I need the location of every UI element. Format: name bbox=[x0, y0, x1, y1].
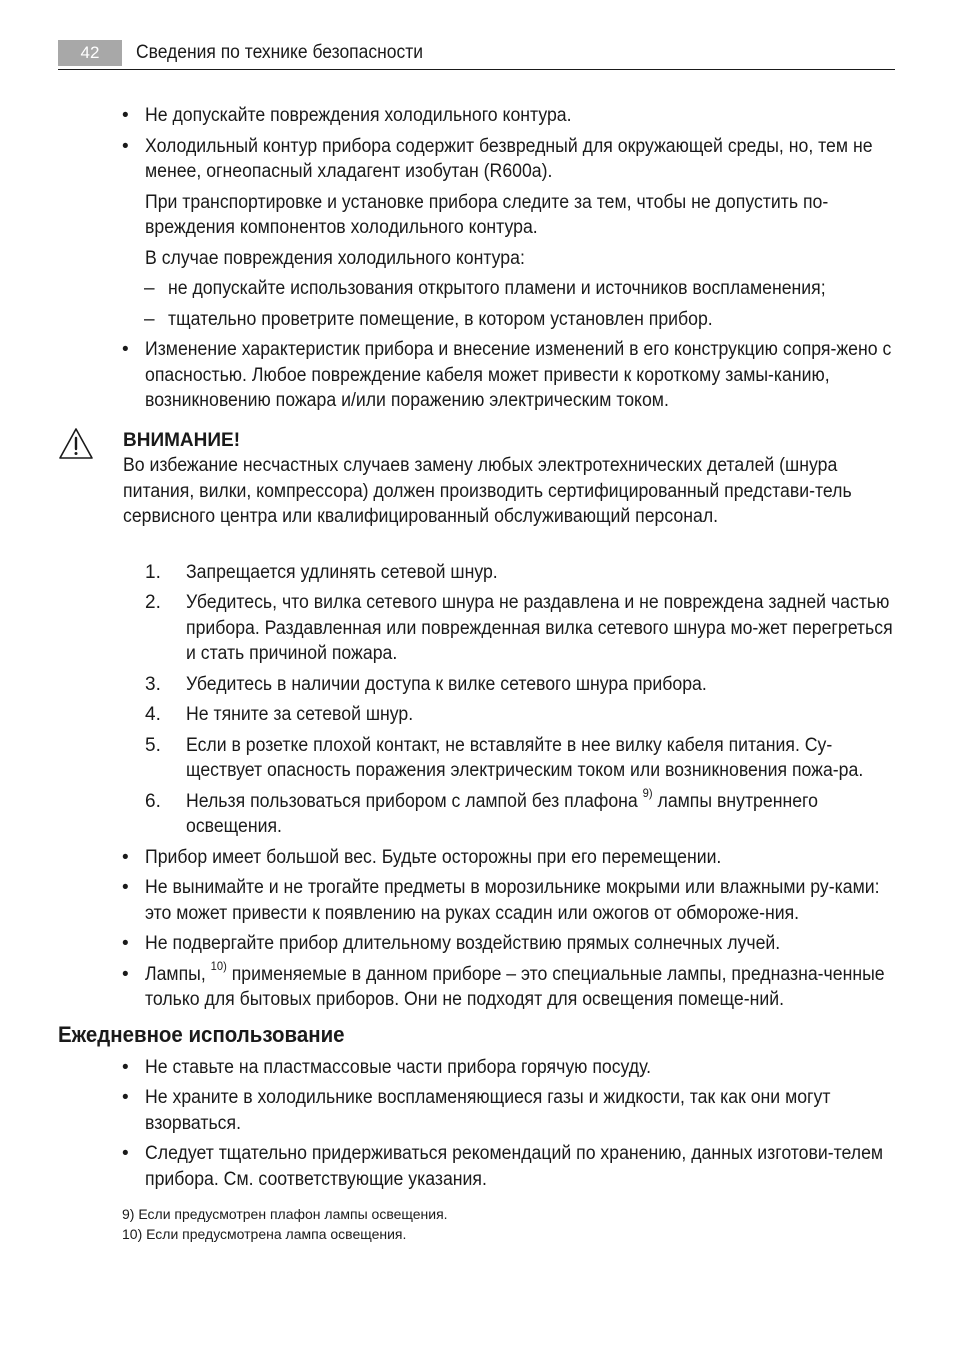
bullet-mark: • bbox=[122, 846, 129, 868]
footnote: 9) Если предусмотрен плафон лампы освещения. bbox=[122, 1206, 448, 1222]
footnote-ref: 10) bbox=[210, 959, 227, 974]
bullet-text: Холодильный контур прибора содержит безвредный для окружающей среды, но, тем не менее, огнеопасный хладагент изобутан (R600a). bbox=[145, 135, 873, 182]
paragraph-text: При транспортировке и установке прибора следите за тем, чтобы не допустить по-вреждения компонентов холодильного контура. bbox=[145, 191, 829, 238]
bullet-text: Не допускайте повреждения холодильного контура. bbox=[145, 105, 572, 126]
bullet-item bbox=[58, 959, 895, 1013]
numbered-text: Убедитесь, что вилка сетевого шнура не раздавлена и не повреждена задней частью прибора. Раздавленная или поврежденная вилка сетевого шнура мо-жет перегреться и стать причиной пожара. bbox=[186, 592, 893, 664]
bullet-mark: • bbox=[122, 135, 129, 157]
footnote-ref: 9) bbox=[642, 786, 653, 801]
bullet-item bbox=[58, 931, 895, 957]
paragraph-text: В случае повреждения холодильного контура: bbox=[145, 247, 525, 269]
numbered-text: Убедитесь в наличии доступа к вилке сетевого шнура прибора. bbox=[186, 673, 707, 695]
dash-item bbox=[58, 307, 895, 333]
numbered-text: Если в розетке плохой контакт, не вставляйте в нее вилку кабеля питания. Су-ществует опасность поражения электрическим током или возникновения пожа-ра. bbox=[186, 734, 864, 781]
bullet-item bbox=[58, 103, 895, 129]
bullet-item bbox=[58, 337, 895, 414]
item-number: 3. bbox=[145, 673, 161, 695]
paragraph bbox=[58, 190, 895, 241]
bullet-text bbox=[145, 959, 895, 1013]
bullet-text: Следует тщательно придерживаться рекомендаций по хранению, данных изготови-телем прибора. См. соответствующие указания. bbox=[145, 1143, 884, 1190]
numbered-text bbox=[186, 786, 895, 840]
dash-text: тщательно проветрите помещение, в котором установлен прибор. bbox=[168, 308, 713, 330]
bullet-text: Не вынимайте и не трогайте предметы в морозильнике мокрыми или влажными ру-ками: это может привести к появлению на руках ссадин или ожогов от обмороже-ния. bbox=[145, 877, 880, 924]
bullet-item bbox=[58, 875, 895, 926]
bullet-mark: • bbox=[122, 933, 129, 954]
bullet-mark: • bbox=[122, 877, 129, 898]
numbered-item bbox=[58, 560, 895, 586]
warning-text: Во избежание несчастных случаев замену любых электротехнических деталей (шнура питания, вилки, компрессора) должен производить сертифицированный представи-тель сервисного центра или квалифицированный обслуживающий персонал. bbox=[123, 455, 852, 527]
numbered-item bbox=[58, 672, 895, 698]
numbered-text: Не тяните за сетевой шнур. bbox=[186, 704, 414, 725]
numbered-text: Запрещается удлинять сетевой шнур. bbox=[186, 561, 498, 583]
bullet-item bbox=[58, 1141, 895, 1192]
bullet-mark: • bbox=[122, 1143, 129, 1164]
footnotes bbox=[58, 1204, 895, 1244]
warning-title: ВНИМАНИЕ! bbox=[123, 429, 241, 451]
page-header-title: Сведения по технике безопасности bbox=[136, 42, 423, 63]
item-number: 2. bbox=[145, 592, 161, 613]
item-number: 5. bbox=[145, 734, 161, 756]
numbered-item bbox=[58, 590, 895, 667]
dash-mark: – bbox=[144, 278, 155, 299]
bullet-text: Не подвергайте прибор длительному воздействию прямых солнечных лучей. bbox=[145, 933, 781, 954]
paragraph bbox=[58, 246, 895, 272]
section-heading bbox=[58, 1021, 895, 1049]
footnote: 10) Если предусмотрена лампа освещения. bbox=[122, 1226, 407, 1242]
bullet-item bbox=[58, 1055, 895, 1081]
header-divider bbox=[58, 69, 895, 70]
section-heading-text: Ежедневное использование bbox=[58, 1021, 345, 1047]
bullet-text: Не ставьте на пластмассовые части прибора горячую посуду. bbox=[145, 1056, 652, 1078]
item-number: 1. bbox=[145, 561, 161, 583]
item-number: 6. bbox=[145, 790, 161, 812]
bullet-item bbox=[58, 1085, 895, 1136]
bullet-mark: • bbox=[122, 963, 129, 985]
numbered-item bbox=[58, 733, 895, 784]
bullet-mark: • bbox=[122, 105, 129, 126]
bullet-mark: • bbox=[122, 339, 129, 360]
numbered-item bbox=[58, 702, 895, 728]
bullet-item bbox=[58, 845, 895, 871]
bullet-text-part: применяемые в данном приборе – это специальные лампы, предназна-ченные только для бытовых приборов. Они не подходят для освещения помеще-ний. bbox=[145, 963, 885, 1010]
bullet-item bbox=[58, 134, 895, 185]
bullet-text-part: Лампы, bbox=[145, 963, 206, 985]
warning-block bbox=[58, 428, 895, 530]
page-content bbox=[58, 103, 895, 1244]
numbered-text-part: Нельзя пользоваться прибором с лампой без плафона bbox=[186, 790, 638, 812]
page-number: 42 bbox=[58, 40, 122, 66]
item-number: 4. bbox=[145, 704, 161, 725]
warning-triangle-icon bbox=[58, 427, 94, 461]
bullet-text: Изменение характеристик прибора и внесение изменений в его конструкцию сопря-жено с опасностью. Любое повреждение кабеля может привести к короткому замы-канию, возникновению пожара и/или поражению электрическим током. bbox=[145, 339, 892, 411]
dash-text: не допускайте использования открытого пламени и источников воспламенения; bbox=[168, 278, 826, 299]
numbered-item bbox=[58, 786, 895, 840]
bullet-text: Не храните в холодильнике воспламеняющиеся газы и жидкости, так как они могут взорваться. bbox=[145, 1087, 831, 1134]
dash-mark: – bbox=[144, 308, 155, 330]
bullet-mark: • bbox=[122, 1056, 129, 1078]
numbered-text-part: лампы внутреннего освещения. bbox=[186, 790, 818, 837]
bullet-text: Прибор имеет большой вес. Будьте осторожны при его перемещении. bbox=[145, 846, 722, 868]
dash-item bbox=[58, 276, 895, 302]
bullet-mark: • bbox=[122, 1087, 129, 1108]
